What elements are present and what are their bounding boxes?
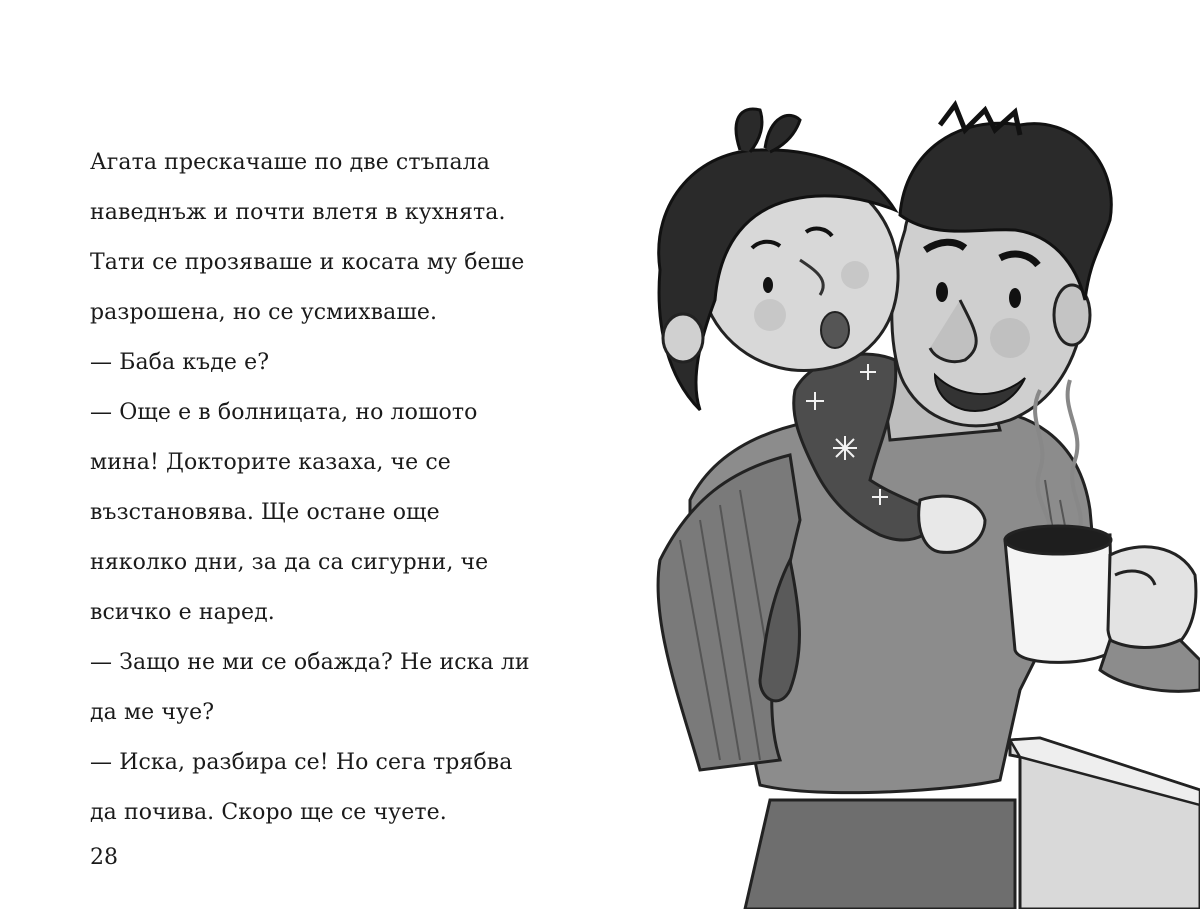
text-line: няколко дни, за да са сигурни, че	[90, 550, 489, 575]
text-line: — Иска, разбира се! Но сега трябва	[90, 750, 513, 775]
text-line: възстановява. Ще остане още	[90, 500, 440, 525]
text-line: разрошена, но се усмихваше.	[90, 300, 438, 325]
text-line: Тати се прозяваше и косата му беше	[90, 250, 525, 275]
text-line: — Баба къде е?	[90, 350, 270, 375]
text-line: Агата прескачаше по две стъпала	[90, 150, 490, 175]
story-text	[90, 143, 610, 843]
text-line: — Защо не ми се обажда? Не иска ли	[90, 650, 530, 675]
text-line: всичко е наред.	[90, 600, 275, 625]
counter-icon	[1010, 738, 1200, 909]
text-line: — Още е в болницата, но лошото	[90, 400, 478, 425]
text-line: наведнъж и почти влетя в кухнята.	[90, 200, 506, 225]
text-line: да ме чуе?	[90, 700, 215, 725]
text-line: мина! Докторите казаха, че се	[90, 450, 451, 475]
page-number: 28	[90, 845, 118, 870]
father-daughter-illustration	[640, 90, 1200, 909]
text-line: да почива. Скоро ще се чуете.	[90, 800, 447, 825]
